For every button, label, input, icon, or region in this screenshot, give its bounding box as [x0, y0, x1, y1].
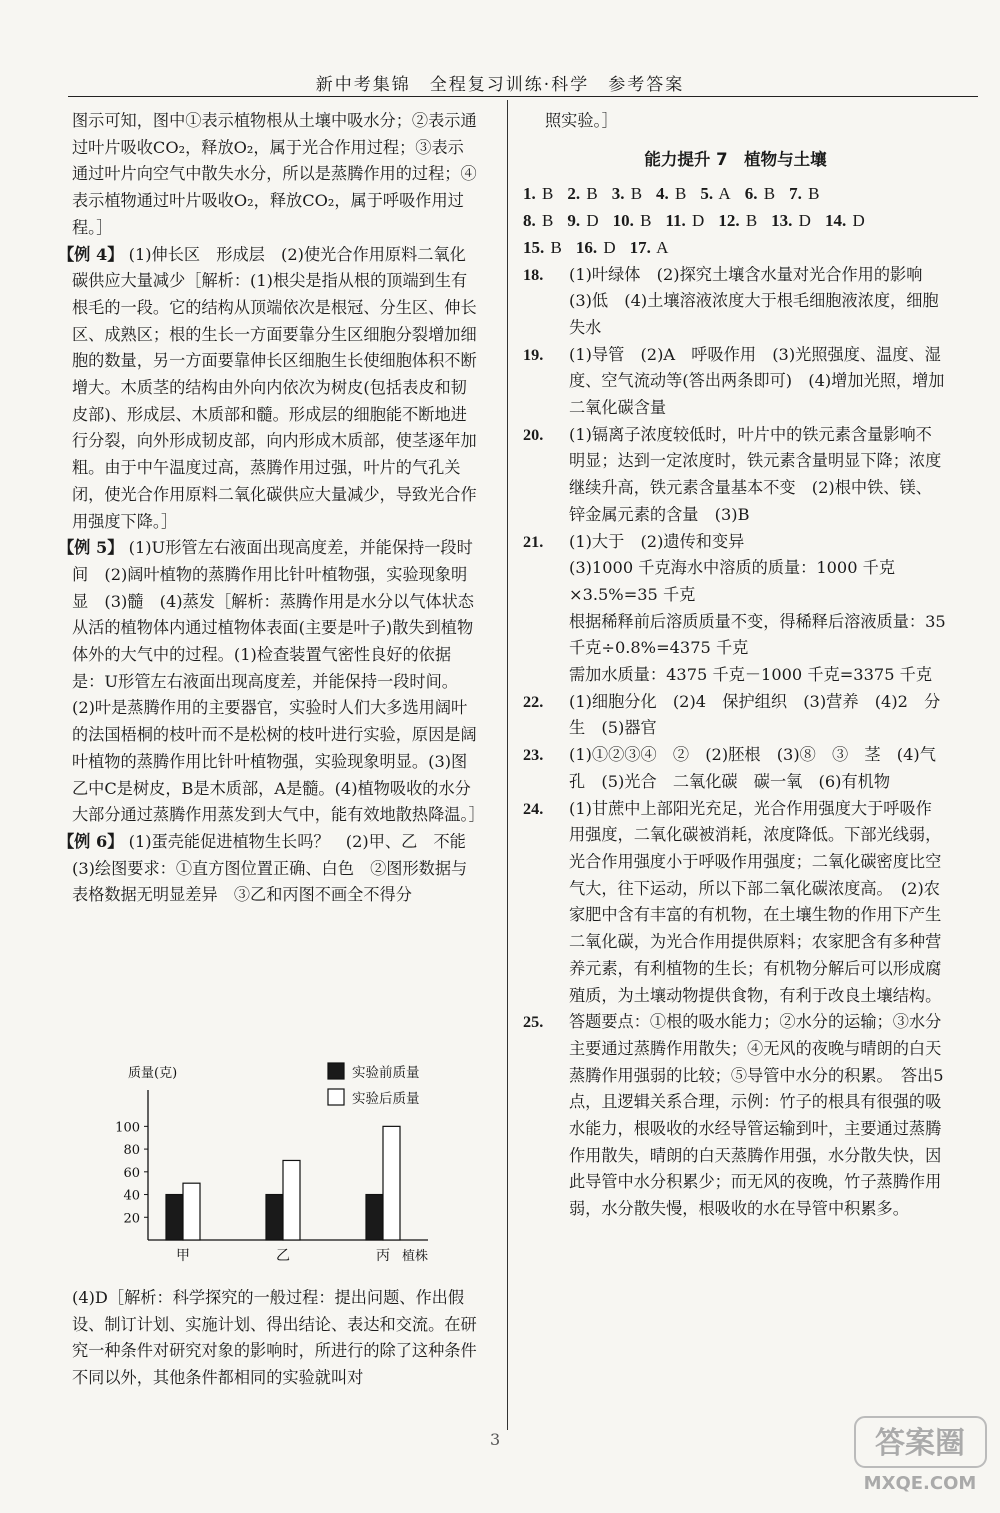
- mc-row: [523, 181, 948, 208]
- mc-answer: 11. D: [665, 211, 705, 231]
- right-top-tail: 照实验。］: [545, 111, 618, 130]
- mc-answer: 14. D: [824, 211, 865, 231]
- question-answer: [523, 262, 948, 342]
- mc-answer: 1. B: [523, 184, 554, 204]
- question-number: 22.: [523, 692, 544, 711]
- example-5: [58, 535, 485, 829]
- mc-answer: 13. D: [771, 211, 811, 231]
- left-column: [58, 108, 485, 909]
- mc-answer: 8. B: [523, 211, 554, 231]
- legend-swatch: [328, 1089, 344, 1105]
- bar-before: [366, 1195, 383, 1240]
- example-4-label: 【例 4】: [58, 244, 124, 264]
- question-answer: [523, 422, 948, 529]
- example-6: [58, 829, 483, 909]
- question-number: 24.: [523, 799, 544, 818]
- legend-label: 实验前质量: [352, 1065, 420, 1081]
- y-tick-label: 60: [123, 1165, 140, 1181]
- x-axis-label: 植株: [401, 1249, 428, 1264]
- y-tick-label: 20: [123, 1211, 140, 1227]
- bar-chart: [100, 1055, 480, 1275]
- example-5-label: 【例 5】: [58, 538, 124, 558]
- example-6-text: (1)蛋壳能促进植物生长吗？ (2)甲、乙 不能 (3)绘图要求：①直方图位置正确、白色 ②图形数据与表格数据无明显差异 ③乙和丙图不画全不得分: [72, 831, 483, 905]
- mc-answer: 6. B: [744, 184, 776, 204]
- mc-row: [523, 208, 948, 235]
- legend-swatch: [328, 1063, 344, 1079]
- mc-answer: 7. B: [789, 184, 820, 204]
- question-number: 21.: [523, 532, 544, 551]
- mc-answer: 15. B: [523, 237, 562, 257]
- bar-after: [283, 1160, 300, 1240]
- x-tick-label: 乙: [276, 1248, 290, 1264]
- bar-before: [166, 1195, 183, 1240]
- question-answers: [523, 262, 948, 1223]
- example-4: [58, 242, 477, 536]
- question-text: (1)叶绿体 (2)探究土壤含水量对光合作用的影响 (3)低 (4)土壤溶液浓度大于根毛细胞液浓度，细胞失水: [569, 264, 939, 337]
- watermark-logo: [853, 1415, 988, 1495]
- question-answer: [523, 342, 948, 422]
- x-tick-label: 丙: [376, 1248, 390, 1264]
- bar-after: [383, 1126, 400, 1240]
- legend-label: 实验后质量: [352, 1091, 420, 1107]
- example-6-tail-text: (4)D［解析：科学探究的一般过程：提出问题、作出假设、制订计划、实施计划、得出结论、表达和交流。在研究一种条件对研究对象的影响时，所进行的除了这种条件不同以外，其他条件都相同的实验就叫对: [72, 1288, 477, 1388]
- question-text: (1)导管 (2)A 呼吸作用 (3)光照强度、温度、湿度、空气流动等(答出两条即可) (4)增加光照，增加二氧化碳含量: [569, 344, 945, 418]
- question-text: 答题要点：①根的吸水能力；②水分的运输；③水分主要通过蒸腾作用散失；④无风的夜晚与晴朗的白天蒸腾作用强弱的比较；⑤导管中水分的积累。 答出5点，且逻辑关系合理，示例：竹子的根具有很强的吸水能力，根吸收的水经导管运输到叶，主要通过蒸腾作用散失，晴朗的白天蒸腾作用强，水分散失快，因此导管中水分积累少；而无风的夜晚，竹子蒸腾作用弱，水分散失慢，根吸收的水在导管中积累多。: [569, 1012, 944, 1219]
- question-text: (1)细胞分化 (2)4 保护组织 (3)营养 (4)2 分生 (5)器官: [569, 691, 941, 738]
- question-number: 19.: [523, 345, 544, 364]
- y-tick-label: 100: [115, 1120, 140, 1136]
- example-5-text: (1)U形管左右液面出现高度差，并能保持一段时间 (2)阔叶植物的蒸腾作用比针叶植物强，实验现象明显 (3)髓 (4)蒸发［解析：蒸腾作用是水分以气体状态从活的植物体内通过植物体表面(主要是叶子)散失到植物体外的大气中的过程。(1)检查装置气密性良好的依据是：U形管左右液面出现高度差，并能保持一段时间。(2)叶是蒸腾作用的主要器官，实验时人们大多选用阔叶的法国梧桐的枝叶而不是松树的枝叶进行实验，原因是阔叶植物的蒸腾作用比针叶植物强，实验现象明显。(3)图乙中C是树皮，B是木质部，A是髓。(4)植物吸收的水分大部分通过蒸腾作用蒸发到大气中，能有效地散热降温。］: [72, 538, 485, 825]
- x-tick-label: 甲: [176, 1248, 190, 1264]
- question-number: 18.: [523, 265, 544, 284]
- question-line: (3)1000 千克海水中溶质的质量：1000 千克×3.5%=35 千克: [569, 558, 896, 604]
- y-axis-label: 质量(克): [128, 1066, 178, 1081]
- section-title: 能力提升 7 植物与土壤: [644, 149, 827, 169]
- header-rule: [68, 96, 978, 97]
- column-divider: [507, 100, 508, 1430]
- mc-answer: 4. B: [656, 184, 687, 204]
- example-6-tail: [72, 1285, 477, 1392]
- mc-answer: 2. B: [567, 184, 598, 204]
- chart-legend: [328, 1063, 420, 1107]
- page-number: 3: [490, 1430, 501, 1449]
- watermark-en: MXQE.COM: [863, 1473, 977, 1494]
- mc-answer: 10. B: [612, 211, 652, 231]
- bar-after: [183, 1183, 200, 1240]
- question-number: 23.: [523, 746, 544, 765]
- example-4-text: (1)伸长区 形成层 (2)使光合作用原料二氧化碳供应大量减少［解析：(1)根尖是指从根的顶端到生有根毛的一段。它的结构从顶端依次是根冠、分生区、伸长区、成熟区；根的生长一方面要靠分生区细胞分裂增加细胞的数量，另一方面要靠伸长区细胞生长使细胞体积不断增大。木质茎的结构由外向内依次为树皮(包括表皮和韧皮部)、形成层、木质部和髓。形成层的细胞能不断地进行分裂，向外形成韧皮部，向内形成木质部，使茎逐年加粗。由于中午温度过高，蒸腾作用过强，叶片的气孔关闭，使光合作用原料二氧化碳供应大量减少，导致光合作用强度下降。］: [72, 244, 477, 531]
- bar-before: [266, 1195, 283, 1240]
- mc-row: [523, 235, 948, 262]
- y-tick-label: 80: [123, 1143, 140, 1159]
- question-answer: [523, 1009, 948, 1223]
- question-answer: [523, 689, 948, 742]
- question-text: (1)①②③④ ② (2)胚根 (3)⑧ ③ 茎 (4)气孔 (5)光合 二氧化碳 碳一氧 (6)有机物: [569, 745, 936, 791]
- question-text: (1)镉离子浓度较低时，叶片中的铁元素含量影响不明显；达到一定浓度时，铁元素含量明显下降；浓度继续升高，铁元素含量基本不变 (2)根中铁、镁、锌金属元素的含量 (3)B: [569, 424, 942, 524]
- question-text: (1)甘蔗中上部阳光充足，光合作用强度大于呼吸作用强度，二氧化碳被消耗，浓度降低。下部光线弱，光合作用强度小于呼吸作用强度；二氧化碳密度比空气大，往下运动，所以下部二氧化碳浓度高。 (2)农家肥中含有丰富的有机物，在土壤生物的作用下产生二氧化碳，为光合作用提供原料；农家肥含有多种营养元素，有利植物的生长；有机物分解后可以形成腐殖质，为土壤动物提供食物，有利于改良土壤结构。: [569, 798, 942, 1005]
- mc-answer: 17. A: [629, 237, 669, 257]
- question-number: 25.: [523, 1013, 544, 1032]
- question-line: 根据稀释前后溶质质量不变，得稀释后溶液质量：35 千克÷0.8%=4375 千克: [569, 611, 946, 658]
- question-answer: [523, 742, 948, 795]
- mc-answer: 12. B: [718, 211, 758, 231]
- mc-answer: 9. D: [567, 211, 599, 231]
- question-number: 20.: [523, 425, 544, 444]
- intro-paragraph: 图示可知，图中①表示植物根从土壤中吸水分；②表示通过叶片吸收CO₂，释放O₂，属于光合作用过程；③表示通过叶片向空气中散失水分，所以是蒸腾作用的过程；④表示植物通过叶片吸收O₂，释放CO₂，属于呼吸作用过程。］: [72, 111, 477, 237]
- multiple-choice-answers: [523, 181, 948, 261]
- page-header: 新中考集锦 全程复习训练·科学 参考答案: [315, 75, 685, 95]
- chart-bars: [166, 1126, 400, 1240]
- question-answer: [523, 529, 948, 689]
- question-answer: [523, 796, 948, 1010]
- question-text: (1)大于 (2)遗传和变异: [569, 531, 745, 551]
- mc-answer: 5. A: [700, 184, 731, 204]
- mc-answer: 16. D: [575, 237, 616, 257]
- question-line: 需加水质量：4375 千克－1000 千克=3375 千克: [569, 665, 933, 685]
- mc-answer: 3. B: [611, 184, 643, 204]
- y-tick-label: 40: [123, 1188, 140, 1204]
- example-6-label: 【例 6】: [58, 831, 124, 851]
- watermark-cn: 答案圈: [875, 1426, 965, 1461]
- right-column: [523, 108, 948, 1223]
